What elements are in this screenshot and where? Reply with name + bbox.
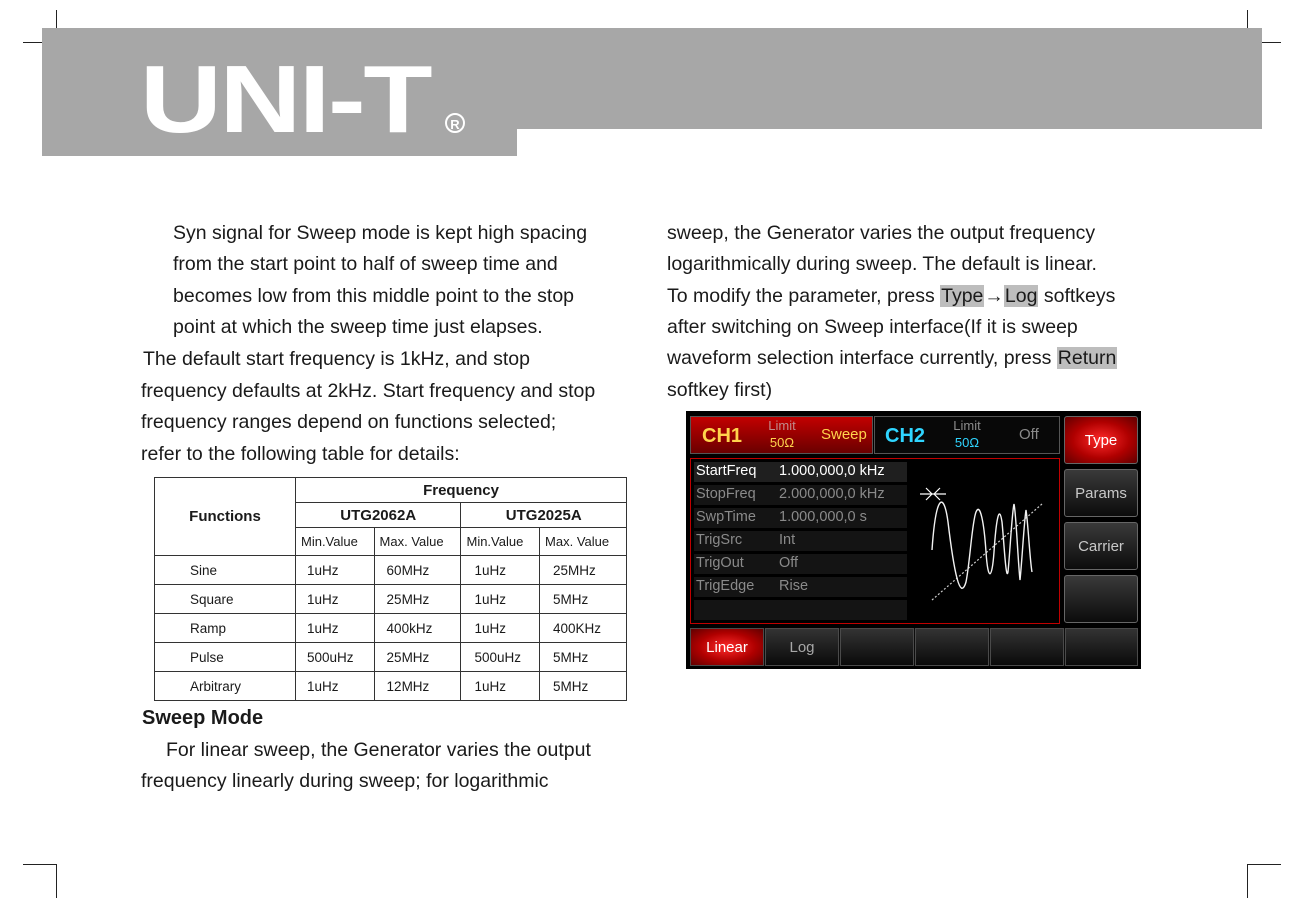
softkey-log[interactable]: Log [765, 628, 839, 666]
sub-header: Max. Value [374, 528, 461, 556]
value-cell: 1uHz [296, 614, 375, 643]
value-cell: 1uHz [296, 556, 375, 585]
param-name: TrigEdge [696, 578, 755, 594]
softkey-type-ref: Type [941, 285, 984, 307]
ch2-impedance: 50Ω [954, 435, 980, 450]
crop-mark-br-v [1247, 864, 1248, 898]
table-row [155, 614, 627, 643]
ch1-limit-label: Limit [768, 418, 796, 433]
crop-mark-bl-h [23, 864, 56, 865]
value-cell: 1uHz [296, 672, 375, 701]
softkey-params[interactable]: Params [1064, 469, 1138, 517]
param-name: StopFreq [696, 486, 756, 502]
ch1-mode: Sweep [821, 426, 867, 443]
section-heading: Sweep Mode [142, 707, 264, 729]
para-line: point at which the sweep time just elapses. [173, 316, 543, 338]
function-cell: Ramp [155, 614, 296, 643]
function-cell: Arbitrary [155, 672, 296, 701]
para-line: frequency linearly during sweep; for logarithmic [141, 770, 549, 792]
softkey-return-ref: Return [1057, 347, 1117, 369]
ch1-impedance: 50Ω [769, 435, 795, 450]
value-cell: 5MHz [540, 585, 627, 614]
ch2-label: CH2 [885, 425, 926, 447]
ch2-state: Off [1019, 426, 1039, 443]
param-row-trigsrc[interactable] [694, 531, 907, 551]
param-row-startfreq[interactable] [694, 462, 907, 482]
table-row [155, 556, 627, 585]
para-text: To modify the parameter, press [667, 285, 941, 307]
para-line: from the start point to half of sweep time and [173, 253, 558, 275]
frequency-header: Frequency [296, 478, 627, 503]
value-cell: 1uHz [461, 585, 540, 614]
para-text: softkeys [1038, 285, 1116, 307]
param-row-swptime[interactable] [694, 508, 907, 528]
para-line: after switching on Sweep interface(If it is sweep [667, 316, 1078, 338]
value-cell: 12MHz [374, 672, 461, 701]
param-value: Rise [779, 578, 809, 594]
value-cell: 5MHz [540, 643, 627, 672]
table-row [155, 585, 627, 614]
softkey-type[interactable]: Type [1064, 416, 1138, 464]
table-row [155, 672, 627, 701]
value-cell: 1uHz [461, 672, 540, 701]
param-value: 2.000,000,0 kHz [779, 486, 885, 502]
sweep-sine-wave [932, 502, 1032, 588]
param-row-trigedge[interactable] [694, 577, 907, 597]
para-line: Syn signal for Sweep mode is kept high spacing [173, 222, 588, 244]
para-line: becomes low from this middle point to the stop [173, 285, 575, 307]
para-line-keys [667, 281, 1115, 312]
model-header: UTG2025A [461, 503, 627, 528]
para-line: The default start frequency is 1kHz, and stop [143, 348, 530, 370]
value-cell: 25MHz [374, 585, 461, 614]
frequency-range-table [154, 477, 627, 701]
sweep-waveform-preview [914, 462, 1058, 620]
value-cell: 400KHz [540, 614, 627, 643]
para-line: frequency defaults at 2kHz. Start frequency and stop [141, 380, 596, 402]
softkey-blank[interactable] [840, 628, 914, 666]
value-cell: 1uHz [461, 556, 540, 585]
function-cell: Sine [155, 556, 296, 585]
value-cell: 1uHz [296, 585, 375, 614]
value-cell: 500uHz [461, 643, 540, 672]
ch2-limit-label: Limit [953, 418, 981, 433]
param-row-empty [694, 600, 907, 620]
para-line: For linear sweep, the Generator varies the output [166, 739, 591, 761]
sub-header: Min.Value [296, 528, 375, 556]
function-cell: Pulse [155, 643, 296, 672]
para-line: logarithmically during sweep. The default is linear. [667, 253, 1097, 275]
softkey-blank[interactable] [990, 628, 1064, 666]
param-name: StartFreq [696, 463, 757, 479]
para-text: waveform selection interface currently, press [667, 347, 1057, 369]
param-name: TrigOut [696, 555, 744, 571]
header-banner-right [517, 28, 1262, 129]
value-cell: 500uHz [296, 643, 375, 672]
sub-header: Max. Value [540, 528, 627, 556]
para-line: refer to the following table for details: [141, 443, 460, 465]
para-line: softkey first) [667, 379, 773, 401]
functions-header: Functions [155, 478, 296, 556]
ch1-label: CH1 [702, 425, 743, 447]
value-cell: 400kHz [374, 614, 461, 643]
sub-header: Min.Value [461, 528, 540, 556]
value-cell: 25MHz [540, 556, 627, 585]
param-name: TrigSrc [696, 532, 743, 548]
registered-mark: R [445, 113, 465, 133]
model-header: UTG2062A [296, 503, 461, 528]
crop-mark-bl-v [56, 864, 57, 898]
sweep-cursor-icon [920, 488, 946, 500]
value-cell: 5MHz [540, 672, 627, 701]
softkey-blank[interactable] [1064, 575, 1138, 623]
function-cell: Square [155, 585, 296, 614]
param-row-stopfreq[interactable] [694, 485, 907, 505]
param-value: Int [779, 532, 796, 548]
param-value: 1.000,000,0 kHz [779, 463, 885, 479]
softkey-linear[interactable]: Linear [690, 628, 764, 666]
param-row-trigout[interactable] [694, 554, 907, 574]
param-value: Off [779, 555, 799, 571]
brand-logo: UNI-T [140, 46, 431, 153]
param-value: 1.000,000,0 s [779, 509, 867, 525]
softkey-carrier[interactable]: Carrier [1064, 522, 1138, 570]
para-line-return [667, 343, 1117, 374]
value-cell: 60MHz [374, 556, 461, 585]
softkey-blank[interactable] [1065, 628, 1138, 666]
para-line: sweep, the Generator varies the output frequency [667, 222, 1096, 244]
arrow-glyph: → [984, 285, 1004, 307]
softkey-blank[interactable] [915, 628, 989, 666]
crop-mark-br-h [1248, 864, 1281, 865]
param-name: SwpTime [696, 509, 756, 525]
para-line: frequency ranges depend on functions selected; [141, 411, 557, 433]
value-cell: 1uHz [461, 614, 540, 643]
value-cell: 25MHz [374, 643, 461, 672]
softkey-log-ref: Log [1004, 285, 1038, 307]
table-row [155, 643, 627, 672]
